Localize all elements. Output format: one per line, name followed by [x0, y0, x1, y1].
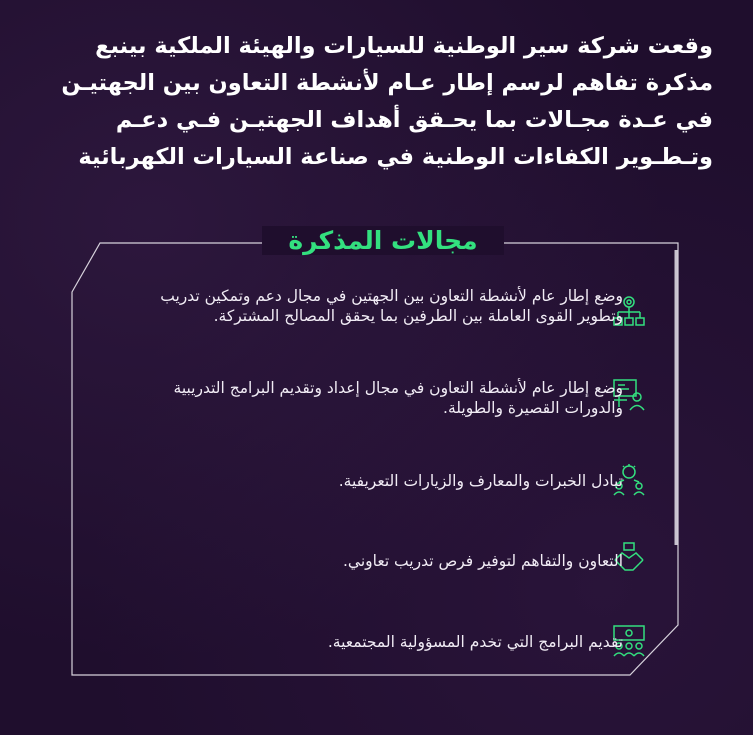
item-text: تبادل الخبرات والمعارف والزيارات التعريفية.	[338, 472, 623, 490]
intro-line: وقعت شركة سير الوطنية للسيارات والهيئة الملكية بينبع	[95, 33, 713, 59]
intro-line: وتـطـوير الكفاءات الوطنية في صناعة السيارات الكهربائية	[78, 144, 713, 170]
item-text: وضع إطار عام لأنشطة التعاون في مجال إعداد وتقديم البرامج التدريبية والدورات القصيرة والطويلة.	[173, 379, 623, 417]
item-text: وضع إطار عام لأنشطة التعاون بين الجهتين في مجال دعم وتمكين تدريب وتطوير القوى العاملة بين الطرفين بما يحقق المصالح المشتركة.	[160, 287, 623, 325]
item-text: تقديم البرامج التي تخدم المسؤولية المجتمعية.	[327, 633, 623, 651]
section-title: مجالات المذكرة	[262, 226, 504, 255]
item-text: التعاون والتفاهم لتوفير فرص تدريب تعاوني.	[342, 552, 623, 570]
intro-line: مذكرة تفاهم لرسم إطار عـام لأنشطة التعاون بين الجهتيـن	[61, 70, 713, 96]
intro-line: في عـدة مجـالات بما يحـقق أهداف الجهتيـن فـي دعـم	[115, 107, 713, 133]
